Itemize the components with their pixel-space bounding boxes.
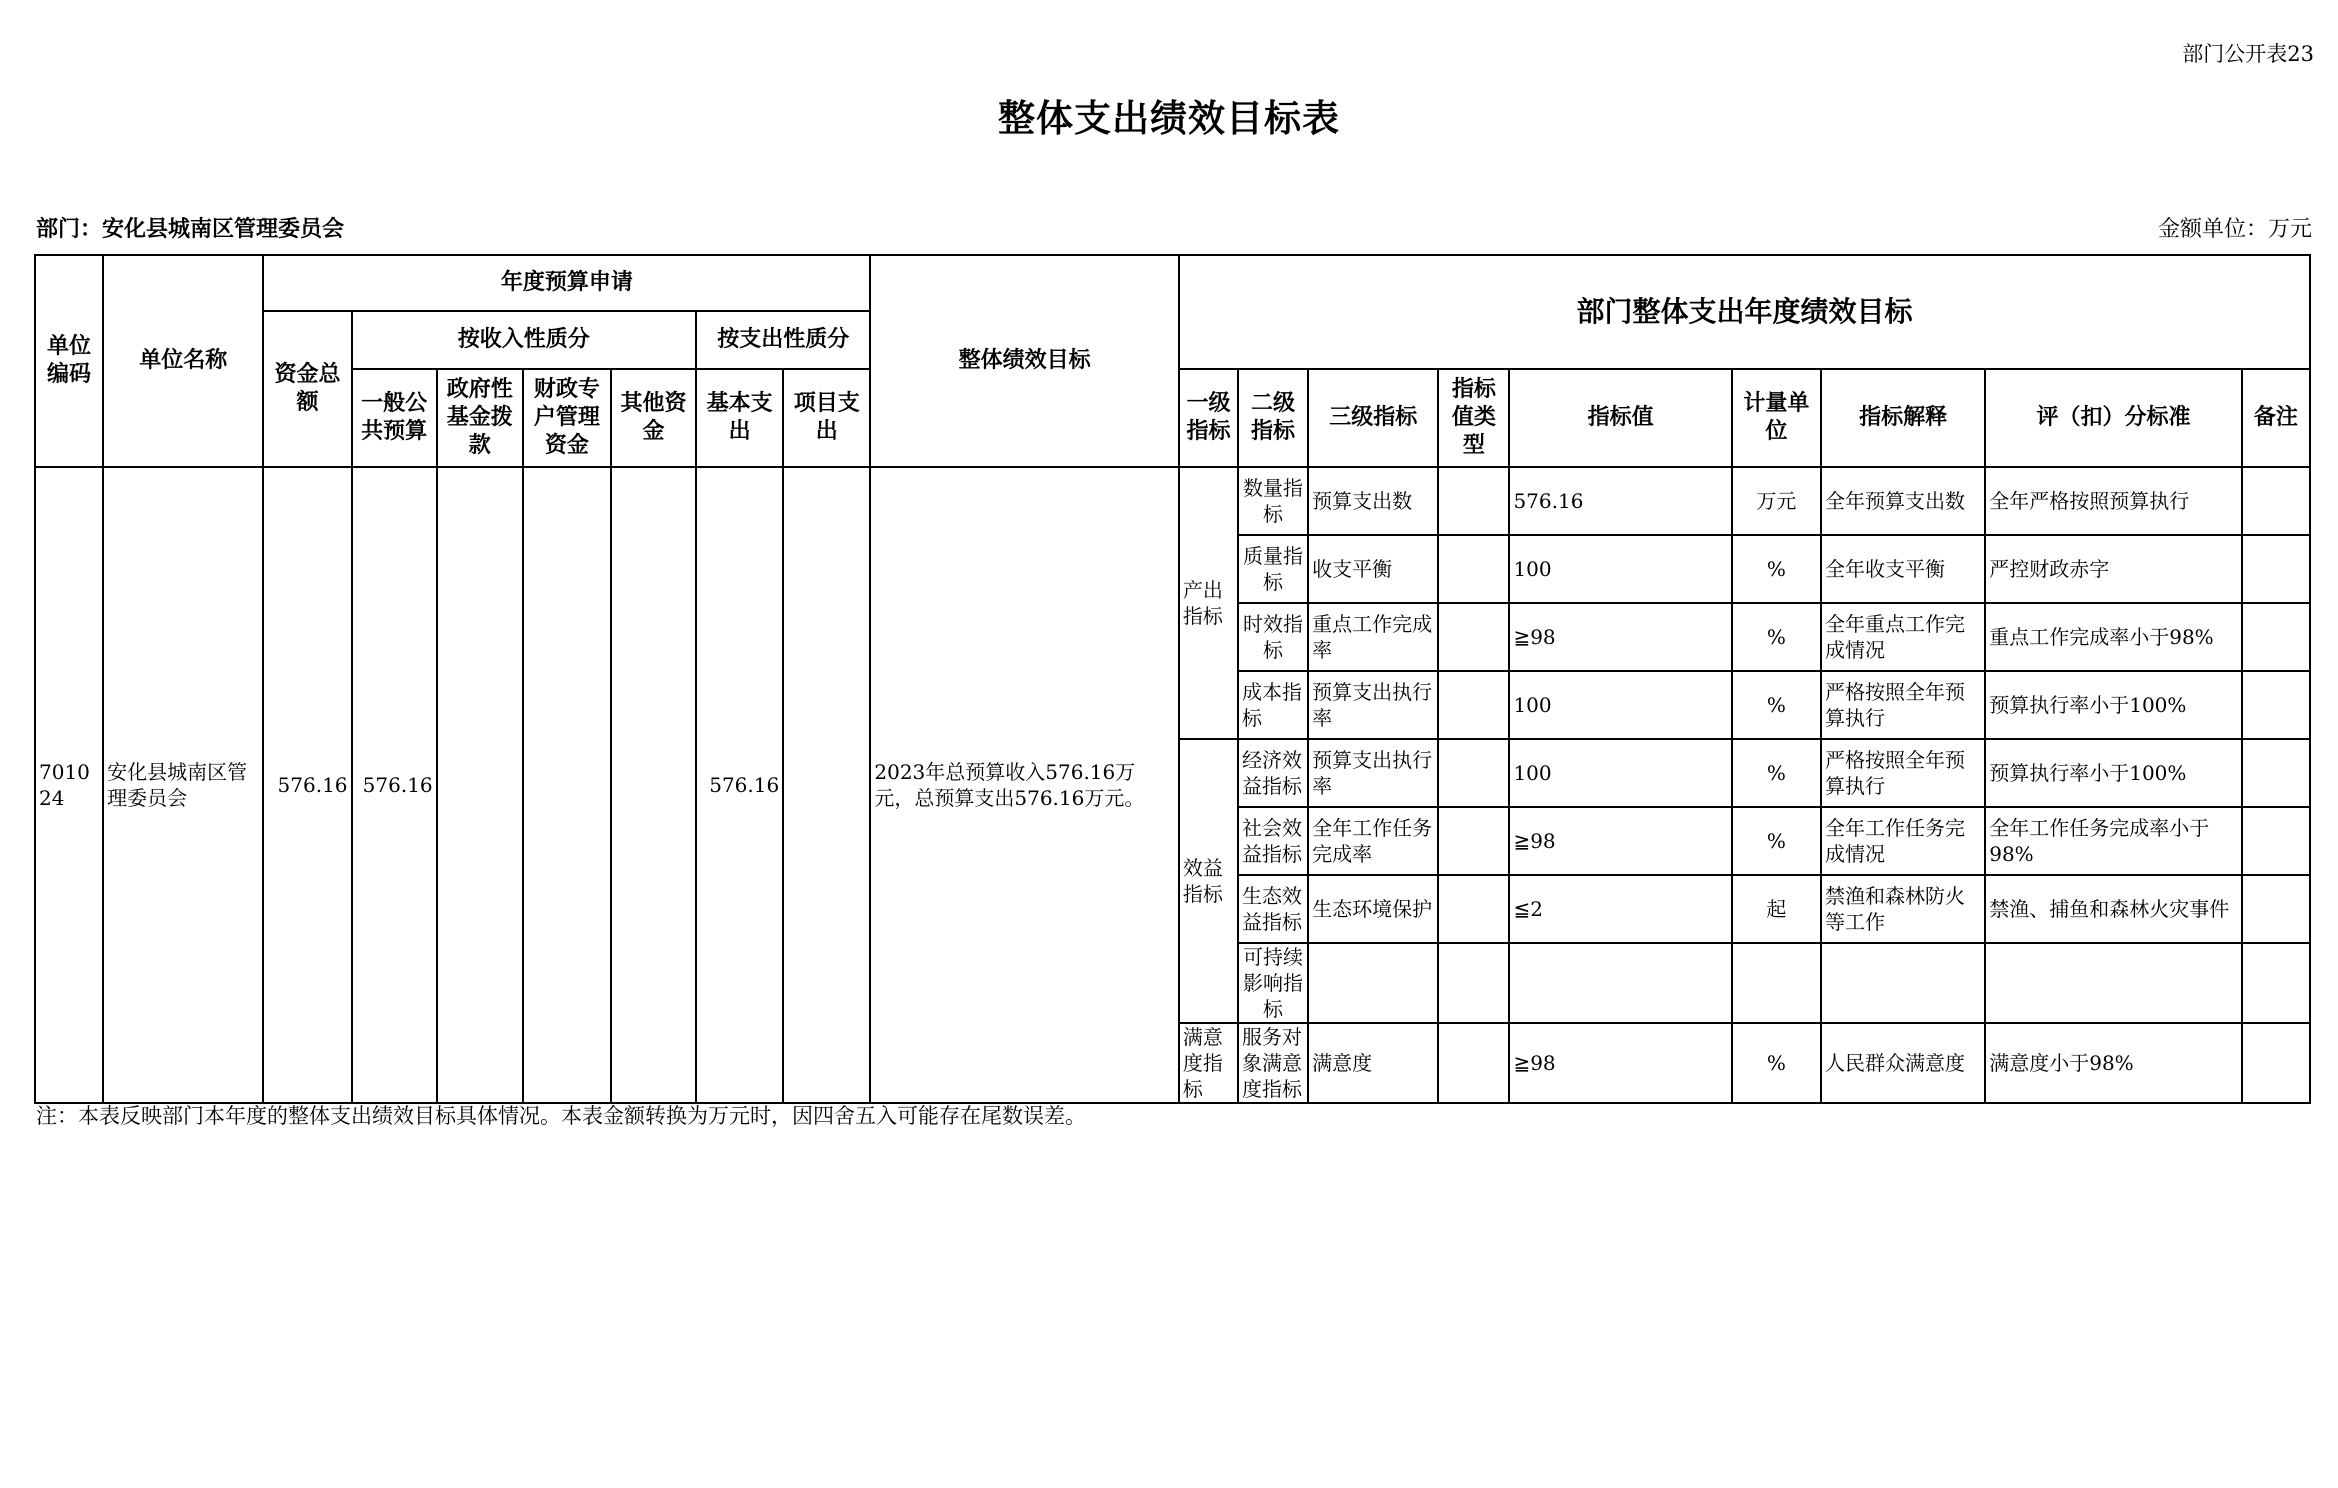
indicator-value-cell: ≧98 xyxy=(1509,807,1731,875)
measure-unit-cell: % xyxy=(1732,1023,1821,1103)
indicator-value-cell: ≧98 xyxy=(1509,603,1731,671)
gov-fund-cell xyxy=(437,467,523,1103)
unit-name-cell: 安化县城南区管理委员会 xyxy=(103,467,263,1103)
value-type-cell xyxy=(1438,603,1509,671)
explanation-cell: 严格按照全年预算执行 xyxy=(1821,671,1985,739)
measure-unit-cell: % xyxy=(1732,603,1821,671)
scoring-cell xyxy=(1985,943,2241,1023)
level3-cell xyxy=(1308,943,1438,1023)
value-type-cell xyxy=(1438,1023,1509,1103)
measure-unit-cell: 万元 xyxy=(1732,467,1821,535)
level2-cell: 服务对象满意度指标 xyxy=(1238,1023,1308,1103)
remarks-cell xyxy=(2242,603,2310,671)
header-by-expense: 按支出性质分 xyxy=(696,311,870,369)
measure-unit-cell: % xyxy=(1732,739,1821,807)
performance-goals-table xyxy=(34,254,2311,1104)
level2-cell: 质量指标 xyxy=(1238,535,1308,603)
level2-cell: 社会效益指标 xyxy=(1238,807,1308,875)
scoring-cell: 全年严格按照预算执行 xyxy=(1985,467,2241,535)
header-unit-name: 单位名称 xyxy=(103,255,263,467)
remarks-cell xyxy=(2242,467,2310,535)
measure-unit-cell: % xyxy=(1732,671,1821,739)
scoring-cell: 预算执行率小于100% xyxy=(1985,739,2241,807)
header-project-expense: 项目支出 xyxy=(783,369,870,467)
basic-expense-cell: 576.16 xyxy=(696,467,783,1103)
indicator-value-cell: 576.16 xyxy=(1509,467,1731,535)
header-special-account: 财政专户管理资金 xyxy=(523,369,611,467)
measure-unit-cell: % xyxy=(1732,807,1821,875)
remarks-cell xyxy=(2242,1023,2310,1103)
amount-unit-label: 金额单位：万元 xyxy=(2157,217,2312,242)
header-overall-goal: 整体绩效目标 xyxy=(870,255,1179,467)
explanation-cell: 禁渔和森林防火等工作 xyxy=(1821,875,1985,943)
value-type-cell xyxy=(1438,875,1509,943)
value-type-cell xyxy=(1438,535,1509,603)
special-account-cell xyxy=(523,467,611,1103)
explanation-cell xyxy=(1821,943,1985,1023)
value-type-cell xyxy=(1438,943,1509,1023)
scoring-cell: 预算执行率小于100% xyxy=(1985,671,2241,739)
header-gov-fund: 政府性基金拨款 xyxy=(437,369,523,467)
level3-cell: 预算支出执行率 xyxy=(1308,739,1438,807)
remarks-cell xyxy=(2242,739,2310,807)
indicator-value-cell: 100 xyxy=(1509,739,1731,807)
explanation-cell: 全年工作任务完成情况 xyxy=(1821,807,1985,875)
header-level3: 三级指标 xyxy=(1308,369,1438,467)
explanation-cell: 全年预算支出数 xyxy=(1821,467,1985,535)
indicator-value-cell: ≧98 xyxy=(1509,1023,1731,1103)
level1-output: 产出指标 xyxy=(1179,467,1238,739)
measure-unit-cell xyxy=(1732,943,1821,1023)
level1-benefit: 效益指标 xyxy=(1179,739,1238,1023)
level3-cell: 重点工作完成率 xyxy=(1308,603,1438,671)
header-general-public: 一般公共预算 xyxy=(352,369,437,467)
value-type-cell xyxy=(1438,467,1509,535)
other-funds-cell xyxy=(611,467,696,1103)
remarks-cell xyxy=(2242,535,2310,603)
indicator-value-cell: ≦2 xyxy=(1509,875,1731,943)
table-row xyxy=(35,467,2310,535)
overall-goal-cell: 2023年总预算收入576.16万元，总预算支出576.16万元。 xyxy=(870,467,1179,1103)
level2-cell: 可持续影响指标 xyxy=(1238,943,1308,1023)
header-level2: 二级指标 xyxy=(1238,369,1308,467)
header-indicator-value: 指标值 xyxy=(1509,369,1731,467)
header-explanation: 指标解释 xyxy=(1821,369,1985,467)
page-title: 整体支出绩效目标表 xyxy=(998,97,1340,140)
scoring-cell: 严控财政赤字 xyxy=(1985,535,2241,603)
level3-cell: 生态环境保护 xyxy=(1308,875,1438,943)
level2-cell: 数量指标 xyxy=(1238,467,1308,535)
header-value-type: 指标值类型 xyxy=(1438,369,1509,467)
form-number: 部门公开表23 xyxy=(2182,42,2314,66)
level3-cell: 收支平衡 xyxy=(1308,535,1438,603)
scoring-cell: 满意度小于98% xyxy=(1985,1023,2241,1103)
measure-unit-cell: % xyxy=(1732,535,1821,603)
level3-cell: 全年工作任务完成率 xyxy=(1308,807,1438,875)
remarks-cell xyxy=(2242,807,2310,875)
scoring-cell: 重点工作完成率小于98% xyxy=(1985,603,2241,671)
header-basic-expense: 基本支出 xyxy=(696,369,783,467)
header-unit-code: 单位编码 xyxy=(35,255,103,467)
indicator-value-cell: 100 xyxy=(1509,671,1731,739)
remarks-cell xyxy=(2242,671,2310,739)
total-funds-cell: 576.16 xyxy=(263,467,351,1103)
footnote: 注：本表反映部门本年度的整体支出绩效目标具体情况。本表金额转换为万元时，因四舍五入可能存在尾数误差。 xyxy=(36,1104,1086,1128)
indicator-value-cell xyxy=(1509,943,1731,1023)
department-label: 部门：安化县城南区管理委员会 xyxy=(36,217,345,242)
header-scoring: 评（扣）分标准 xyxy=(1985,369,2241,467)
remarks-cell xyxy=(2242,943,2310,1023)
measure-unit-cell: 起 xyxy=(1732,875,1821,943)
header-total-funds: 资金总额 xyxy=(263,311,351,467)
level3-cell: 满意度 xyxy=(1308,1023,1438,1103)
level3-cell: 预算支出数 xyxy=(1308,467,1438,535)
value-type-cell xyxy=(1438,739,1509,807)
header-annual-budget: 年度预算申请 xyxy=(263,255,870,311)
level2-cell: 生态效益指标 xyxy=(1238,875,1308,943)
level2-cell: 成本指标 xyxy=(1238,671,1308,739)
explanation-cell: 全年收支平衡 xyxy=(1821,535,1985,603)
header-remarks: 备注 xyxy=(2242,369,2310,467)
scoring-cell: 全年工作任务完成率小于98% xyxy=(1985,807,2241,875)
remarks-cell xyxy=(2242,875,2310,943)
header-annual-goals: 部门整体支出年度绩效目标 xyxy=(1179,255,2310,369)
level2-cell: 时效指标 xyxy=(1238,603,1308,671)
explanation-cell: 人民群众满意度 xyxy=(1821,1023,1985,1103)
header-measure-unit: 计量单位 xyxy=(1732,369,1821,467)
explanation-cell: 严格按照全年预算执行 xyxy=(1821,739,1985,807)
unit-code-cell: 701024 xyxy=(35,467,103,1103)
header-by-income: 按收入性质分 xyxy=(352,311,697,369)
header-other-funds: 其他资金 xyxy=(611,369,696,467)
explanation-cell: 全年重点工作完成情况 xyxy=(1821,603,1985,671)
scoring-cell: 禁渔、捕鱼和森林火灾事件 xyxy=(1985,875,2241,943)
level2-cell: 经济效益指标 xyxy=(1238,739,1308,807)
header-level1: 一级指标 xyxy=(1179,369,1238,467)
level3-cell: 预算支出执行率 xyxy=(1308,671,1438,739)
value-type-cell xyxy=(1438,671,1509,739)
project-expense-cell xyxy=(783,467,870,1103)
level1-satisfaction: 满意度指标 xyxy=(1179,1023,1238,1103)
general-public-cell: 576.16 xyxy=(352,467,437,1103)
indicator-value-cell: 100 xyxy=(1509,535,1731,603)
value-type-cell xyxy=(1438,807,1509,875)
